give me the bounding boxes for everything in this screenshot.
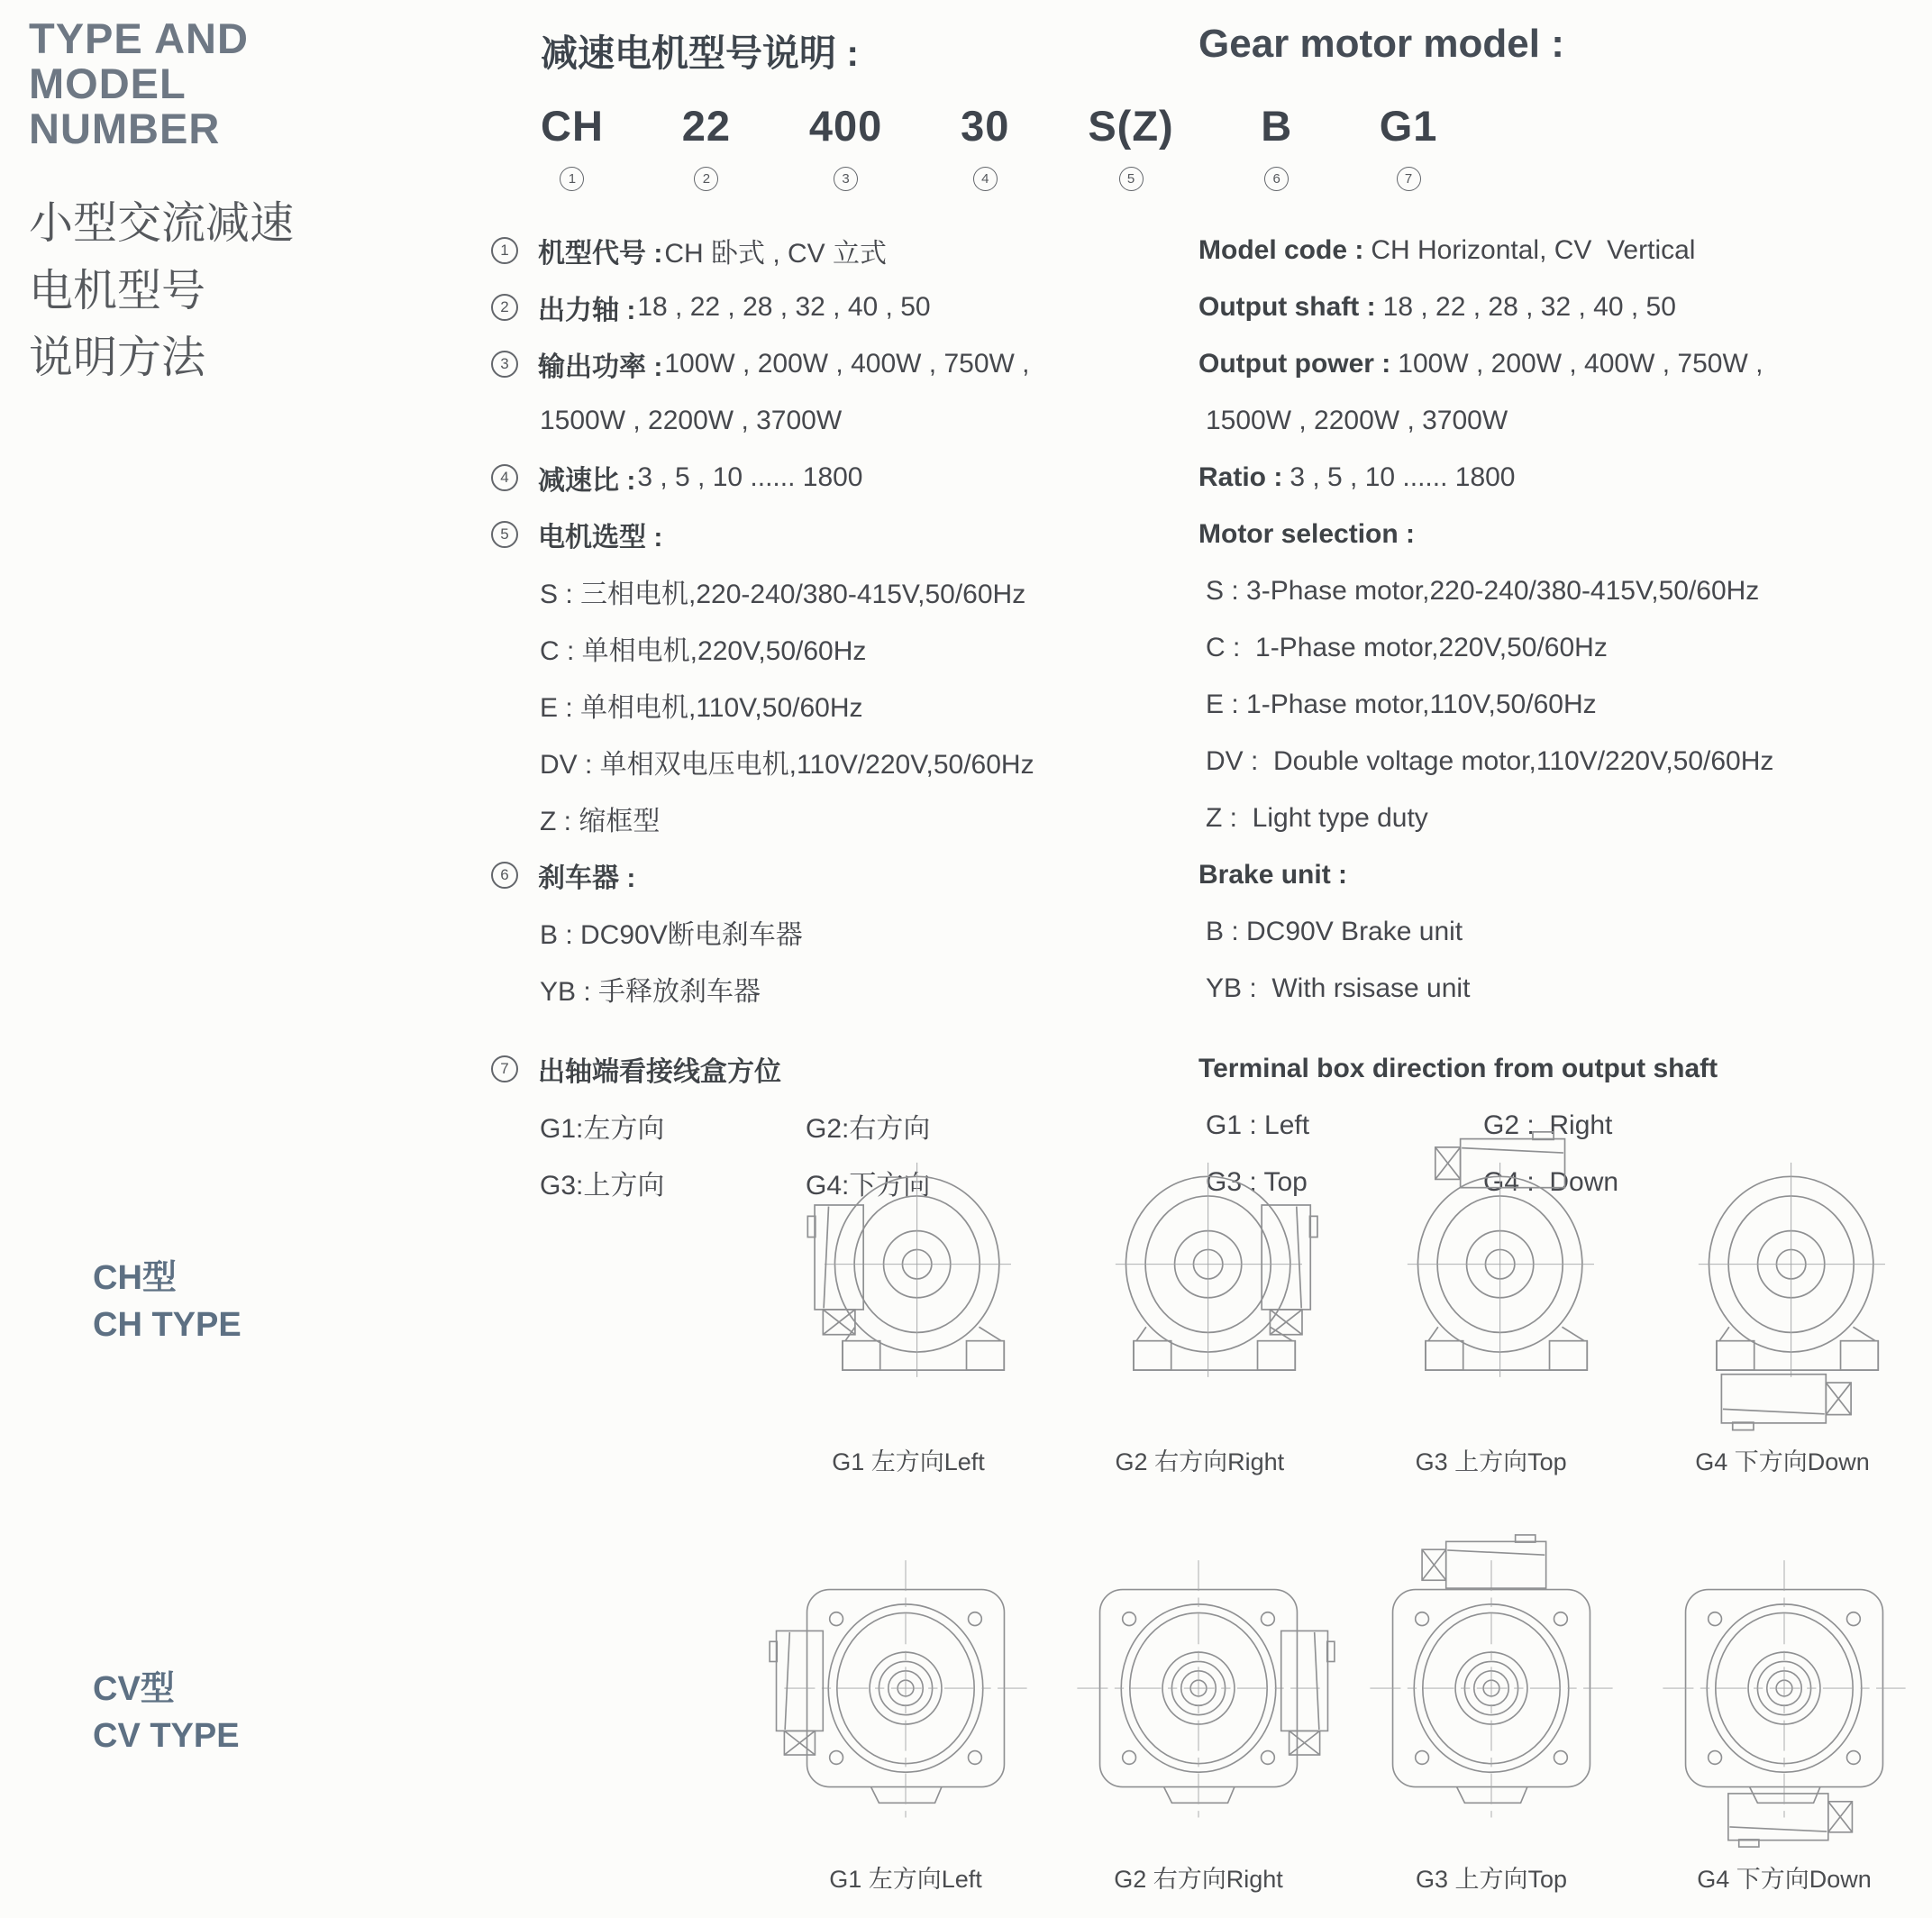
spec-subrow [1198, 619, 1930, 676]
page-subtitle-cn [29, 190, 407, 391]
model-code-text: 22 [681, 102, 732, 150]
model-code-text: CH [541, 102, 604, 150]
spec-value: B : DC90V Brake unit [1206, 916, 1463, 946]
cv-motor-drawing-g3 [1347, 1532, 1636, 1852]
spec-column-cn [491, 222, 1189, 1210]
spec-subrow [491, 619, 1189, 676]
circled-number-icon: 5 [1119, 167, 1144, 191]
spec-label: Model code : [1198, 234, 1364, 265]
spec-value: YB : With rsisase unit [1206, 973, 1471, 1003]
spec-value: 18 , 22 , 28 , 32 , 40 , 50 [637, 291, 931, 322]
spec-label: Output power : [1198, 348, 1391, 379]
page-title-line: MODEL [29, 59, 187, 107]
model-explanation-title-en: Gear motor model : [1198, 22, 1564, 66]
spec-row [491, 222, 1189, 279]
spec-row [1198, 506, 1930, 562]
direction-item: G4 : Down [1483, 1166, 1619, 1197]
cv-figure-g3 [1347, 1532, 1636, 1895]
spec-subrow [491, 790, 1189, 846]
spec-row [491, 449, 1189, 506]
spec-row [491, 279, 1189, 335]
circled-number-icon: 3 [834, 167, 858, 191]
spec-row-continuation [1198, 392, 1930, 449]
direction-item: G1 : Left [1206, 1110, 1310, 1140]
spec-label: 出力轴 : [538, 295, 636, 325]
spec-label: Ratio : [1198, 461, 1283, 492]
spec-row [1198, 279, 1930, 335]
circled-number-icon: 6 [491, 862, 518, 889]
spec-row [491, 846, 1189, 903]
cv-type-label [93, 1666, 240, 1760]
spec-value: 1500W , 2200W , 3700W [540, 405, 843, 435]
spec-label: 输出功率 : [538, 352, 663, 382]
spec-row [491, 335, 1189, 392]
ch-figure-row [764, 1128, 1927, 1477]
ch-figure-g4 [1638, 1128, 1927, 1477]
model-code-row [541, 101, 1437, 191]
cv-figure-row [761, 1532, 1928, 1895]
spec-value: C : 单相电机,220V,50/60Hz [540, 635, 867, 666]
circled-number-icon: 3 [491, 351, 518, 378]
spec-subrow [491, 960, 1189, 1017]
figure-caption: G2 右方向Right [1115, 1448, 1285, 1475]
spec-label: 机型代号 : [538, 238, 663, 269]
ch-type-label [93, 1255, 242, 1349]
spec-value: 1500W , 2200W , 3700W [1206, 405, 1508, 435]
cv-type-label-en: CV TYPE [93, 1717, 240, 1756]
spec-row [1198, 335, 1930, 392]
spec-label: Terminal box direction from output shaft [1198, 1053, 1718, 1083]
spec-value: C : 1-Phase motor,220V,50/60Hz [1206, 632, 1608, 662]
spec-value: 3 , 5 , 10 ...... 1800 [1290, 461, 1516, 492]
spec-value: DV : Double voltage motor,110V/220V,50/60Hz [1206, 745, 1774, 776]
page-title-line: TYPE AND [29, 14, 249, 62]
direction-item: G3:上方向 [540, 1170, 665, 1201]
ch-figure-g2 [1055, 1128, 1344, 1477]
spec-subrow [1198, 733, 1930, 790]
spec-subrow [1198, 790, 1930, 846]
spec-value: Z : 缩框型 [540, 806, 661, 836]
cv-figure-g2 [1054, 1532, 1343, 1895]
cv-figure-g4 [1640, 1532, 1928, 1895]
spec-label: 减速比 : [538, 465, 636, 496]
spec-row [491, 506, 1189, 562]
direction-item: G4:下方向 [806, 1170, 931, 1201]
circled-number-icon: 4 [973, 167, 998, 191]
spec-subrow [1198, 960, 1930, 1017]
circled-number-icon: 1 [491, 237, 518, 264]
spec-label: 电机选型 : [538, 522, 663, 553]
model-code-text: G1 [1379, 102, 1438, 150]
spec-value: 3 , 5 , 10 ...... 1800 [637, 461, 863, 492]
figure-caption: G1 左方向Left [829, 1866, 982, 1893]
spec-label: Output shaft : [1198, 291, 1376, 322]
ch-motor-drawing-g4 [1638, 1128, 1927, 1435]
model-code-segment [1250, 101, 1304, 191]
page-subtitle-line: 电机型号 [29, 266, 206, 315]
circled-number-icon: 6 [1264, 167, 1289, 191]
ch-type-label-en: CH TYPE [93, 1306, 242, 1345]
spec-value: B : DC90V断电刹车器 [540, 919, 803, 950]
model-code-text: S(Z) [1088, 102, 1174, 150]
model-code-segment [679, 101, 734, 191]
model-explanation-title-cn: 减速电机型号说明 : [541, 32, 860, 74]
cv-motor-drawing-g4 [1640, 1532, 1928, 1852]
circled-number-icon: 4 [491, 464, 518, 491]
circled-number-icon: 5 [491, 521, 518, 548]
spec-value: S : 3-Phase motor,220-240/380-415V,50/60Hz [1206, 575, 1760, 606]
spec-row [1198, 449, 1930, 506]
circled-number-icon: 2 [694, 167, 718, 191]
model-code-text: B [1261, 102, 1293, 150]
spec-label: 刹车器 : [538, 863, 636, 893]
model-code-segment [958, 101, 1012, 191]
model-code-segment [541, 101, 604, 191]
spec-subrow [491, 903, 1189, 960]
circled-number-icon: 2 [491, 294, 518, 321]
spec-value: DV : 单相双电压电机,110V/220V,50/60Hz [540, 749, 1034, 780]
figure-caption: G3 上方向Top [1415, 1448, 1567, 1475]
ch-motor-drawing-g1 [764, 1128, 1053, 1435]
spec-row [491, 1040, 1189, 1097]
ch-figure-g1 [764, 1128, 1053, 1477]
figure-caption: G2 右方向Right [1114, 1866, 1283, 1893]
spec-subrow [1198, 562, 1930, 619]
direction-item: G3 : Top [1206, 1166, 1308, 1197]
section-title-panel [29, 16, 407, 392]
spec-column-en [1198, 222, 1930, 1210]
model-code-text: 400 [808, 102, 883, 150]
spec-subrow [1198, 676, 1930, 733]
cv-type-label-cn: CV型 [93, 1670, 175, 1708]
spec-value: 18 , 22 , 28 , 32 , 40 , 50 [1382, 291, 1676, 322]
spec-value: CH 卧式 , CV 立式 [664, 238, 888, 269]
cv-motor-drawing-g1 [761, 1532, 1050, 1852]
spec-label: 出轴端看接线盒方位 [538, 1056, 781, 1087]
spec-value: YB : 手释放刹车器 [540, 976, 761, 1007]
circled-number-icon: 1 [560, 167, 584, 191]
spec-value: 100W , 200W , 400W , 750W , [664, 348, 1030, 379]
spec-value: E : 1-Phase motor,110V,50/60Hz [1206, 689, 1597, 719]
figure-caption: G4 下方向Down [1695, 1448, 1870, 1475]
page-subtitle-line: 小型交流减速 [29, 199, 295, 249]
figure-caption: G4 下方向Down [1697, 1866, 1872, 1893]
circled-number-icon: 7 [491, 1055, 518, 1082]
direction-item: G1:左方向 [540, 1113, 665, 1144]
figure-caption: G3 上方向Top [1415, 1866, 1568, 1893]
circled-number-icon: 7 [1397, 167, 1421, 191]
spec-value: 100W , 200W , 400W , 750W , [1398, 348, 1763, 379]
spec-subrow [491, 676, 1189, 733]
spec-row [1198, 846, 1930, 903]
direction-item: G2 : Right [1483, 1110, 1613, 1140]
ch-type-label-cn: CH型 [93, 1259, 177, 1297]
spec-row [1198, 1040, 1930, 1097]
cv-motor-drawing-g2 [1054, 1532, 1343, 1852]
spec-label: Brake unit : [1198, 859, 1348, 890]
spec-value: Z : Light type duty [1206, 802, 1428, 833]
page-title [29, 16, 407, 151]
ch-motor-drawing-g2 [1055, 1128, 1344, 1435]
page-title-line: NUMBER [29, 104, 221, 152]
figure-caption: G1 左方向Left [832, 1448, 985, 1475]
page-subtitle-line: 说明方法 [29, 333, 206, 383]
cv-figure-g1 [761, 1532, 1050, 1895]
spec-row-continuation [491, 392, 1189, 449]
spec-value: S : 三相电机,220-240/380-415V,50/60Hz [540, 579, 1026, 609]
spec-subrow [491, 562, 1189, 619]
model-code-segment [1088, 101, 1173, 191]
ch-figure-g3 [1347, 1128, 1636, 1477]
ch-motor-drawing-g3 [1347, 1128, 1636, 1435]
model-code-segment [809, 101, 882, 191]
spec-subrow [491, 733, 1189, 790]
spec-value: CH Horizontal, CV Vertical [1371, 234, 1696, 265]
spec-label: Motor selection : [1198, 518, 1416, 549]
spec-value: E : 单相电机,110V,50/60Hz [540, 692, 863, 723]
spec-subrow [1198, 903, 1930, 960]
model-code-text: 30 [961, 102, 1010, 150]
spec-row [1198, 222, 1930, 279]
model-code-segment [1380, 101, 1438, 191]
direction-item: G2:右方向 [806, 1113, 931, 1144]
